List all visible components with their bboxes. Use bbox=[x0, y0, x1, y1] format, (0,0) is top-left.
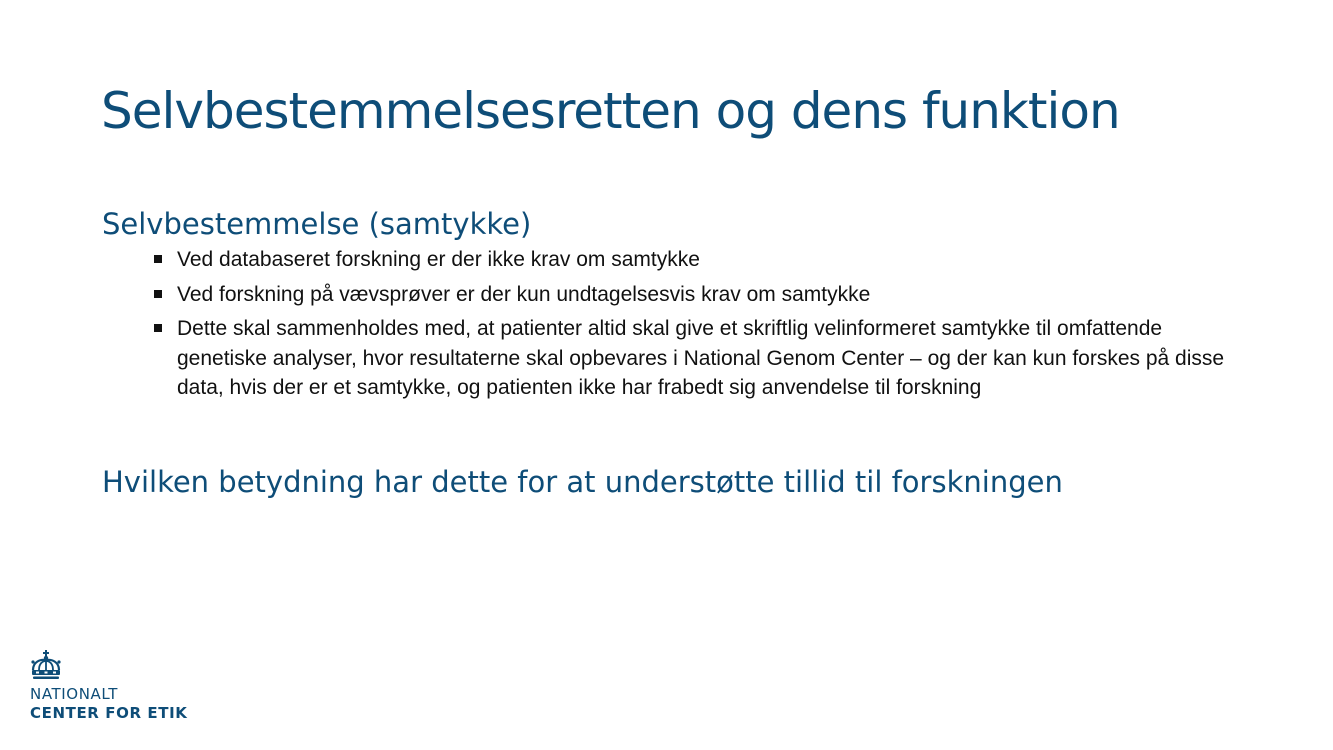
crown-icon bbox=[30, 650, 62, 680]
bullet-text: Ved forskning på vævsprøver er der kun undtagelsesvis krav om samtykke bbox=[177, 282, 871, 306]
square-bullet-icon bbox=[154, 324, 162, 332]
question-heading: Hvilken betydning har dette for at understøtte tillid til forskningen bbox=[102, 464, 1063, 499]
slide-title: Selvbestemmelsesretten og dens funktion bbox=[101, 82, 1120, 140]
logo-text-line1: NATIONALT bbox=[30, 685, 119, 703]
logo-text-line2: CENTER FOR ETIK bbox=[30, 704, 188, 722]
bullet-text: Ved databaseret forskning er der ikke krav om samtykke bbox=[177, 248, 700, 271]
bullet-item bbox=[153, 245, 1227, 275]
bullet-item bbox=[153, 280, 1227, 310]
organization-logo bbox=[30, 650, 200, 723]
bullet-item bbox=[153, 314, 1227, 403]
square-bullet-icon bbox=[154, 255, 162, 263]
section-heading: Selvbestemmelse (samtykke) bbox=[102, 207, 532, 241]
bullet-list bbox=[102, 245, 1242, 403]
square-bullet-icon bbox=[154, 290, 162, 298]
slide-body bbox=[102, 203, 1242, 503]
bullet-text: Dette skal sammenholdes med, at patienter altid skal give et skriftlig velinformeret samtykke til omfattende genetiske analyser, hvor resultaterne skal opbevares i National Genom Center – og der kan kun forskes på disse data, hvis der er et samtykke, og patienten ikke har frabedt sig anvendelse til forskning bbox=[177, 317, 1225, 399]
